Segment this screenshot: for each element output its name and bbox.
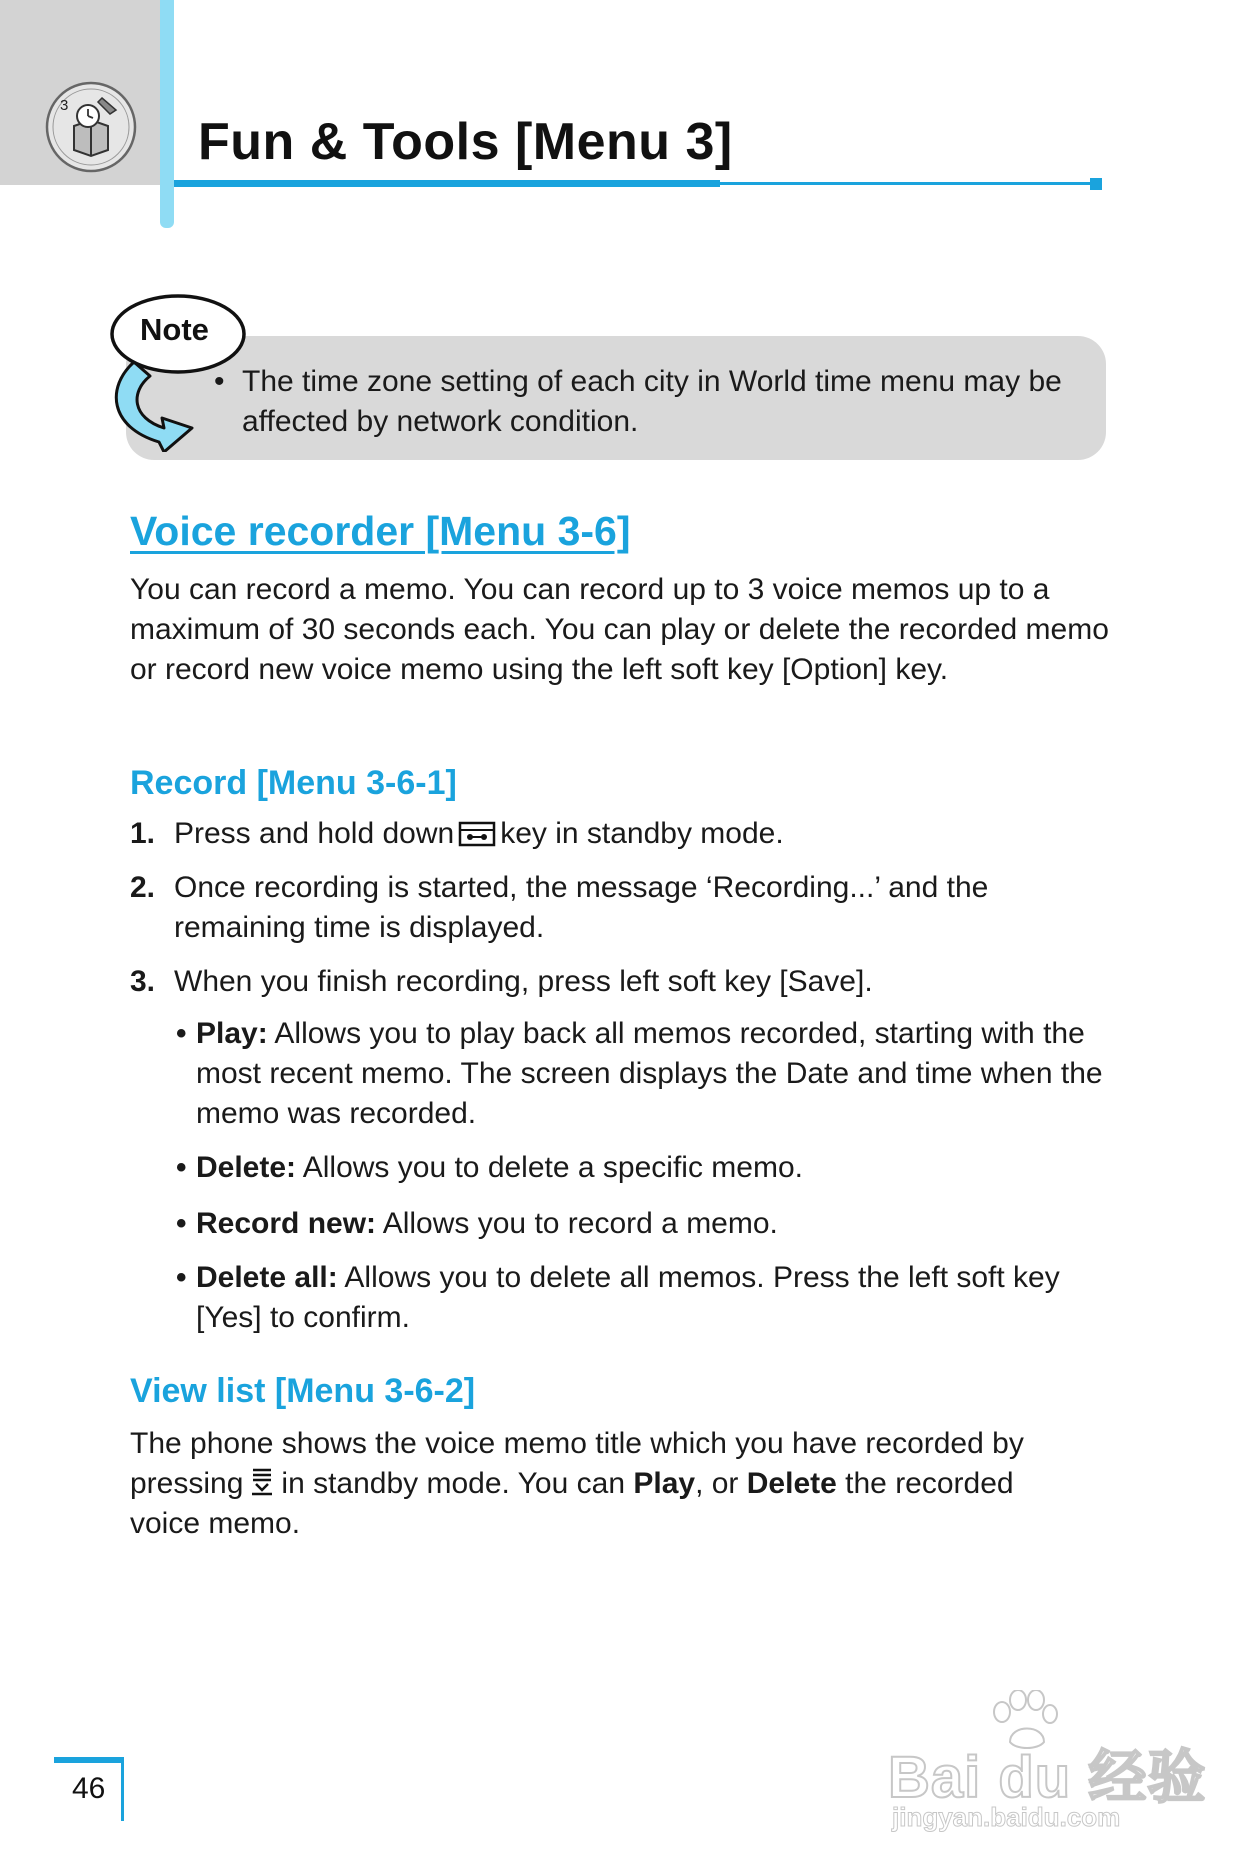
view-list-recorded: the recorded: [845, 1467, 1014, 1500]
view-list-delete: Delete: [746, 1467, 837, 1500]
option-bullet: •: [176, 1151, 187, 1184]
title-rule: [174, 180, 720, 187]
view-list-pressing: pressing: [130, 1467, 244, 1500]
option-desc: Allows you to delete all memos. Press the left soft key [Yes] to confirm.: [196, 1261, 1060, 1334]
watermark-main: Bai du 经验: [888, 1745, 1207, 1810]
note-text: [214, 362, 1072, 442]
view-list-body: [130, 1424, 1110, 1544]
section-intro: You can record a memo. You can record up to 3 voice memos up to a maximum of 30 seconds each. You can play or delete the recorded memo or record new voice memo using the left soft key [Option] key.: [130, 573, 1109, 686]
page-title: Fun & Tools [Menu 3]: [198, 113, 733, 171]
view-list-title: View list [Menu 3-6-2]: [130, 1372, 476, 1410]
view-list-standby: in standby mode. You can: [281, 1467, 625, 1500]
record-title: Record [Menu 3-6-1]: [130, 764, 457, 802]
view-list-line-1: The phone shows the voice memo title which you have recorded by: [130, 1427, 1024, 1460]
option-text: [196, 1148, 1116, 1188]
note-bullet: •: [214, 365, 225, 398]
step-text: Once recording is started, the message ‘Recording...’ and the remaining time is displayed.: [174, 871, 989, 944]
option-bullet: •: [176, 1207, 187, 1240]
option-text: [196, 1204, 1116, 1244]
page-vline: [121, 1763, 124, 1821]
chapter-number: 3: [60, 97, 69, 114]
view-list-play: Play: [633, 1467, 696, 1500]
option-bullet: •: [176, 1017, 187, 1050]
title-rule-thin: [720, 182, 1090, 185]
option-term: Delete:: [196, 1151, 297, 1184]
view-list-line-2: [130, 1464, 1110, 1504]
option-desc: Allows you to play back all memos recorded, starting with the most recent memo. The screen displays the Date and time when the memo was recorded.: [196, 1017, 1103, 1130]
step-number: 2.: [130, 871, 156, 904]
option-bullet: •: [176, 1261, 187, 1294]
option-text: [196, 1258, 1116, 1338]
step-text: [174, 814, 1110, 854]
option-desc: Allows you to record a memo.: [382, 1207, 778, 1240]
option-term: Record new:: [196, 1207, 377, 1240]
watermark: [888, 1690, 1207, 1840]
title-rule-end: [1090, 178, 1102, 190]
page-rule: [54, 1757, 124, 1763]
view-list-line-3: voice memo.: [130, 1507, 301, 1540]
option-text: [196, 1014, 1116, 1134]
step-number: 1.: [130, 817, 156, 850]
corner-strip: [160, 0, 174, 228]
view-list-or: , or: [695, 1467, 739, 1500]
section-title: Voice recorder [Menu 3-6]: [130, 508, 631, 554]
step-number: 3.: [130, 965, 156, 998]
chapter-icon: [44, 80, 138, 174]
note-body: The time zone setting of each city in World time menu may be affected by network condition.: [242, 365, 1062, 438]
option-term: Delete all:: [196, 1261, 338, 1294]
option-term: Play:: [196, 1017, 268, 1050]
watermark-sub: jingyan.baidu.com: [892, 1802, 1121, 1832]
page-number: 46: [72, 1772, 106, 1805]
menu-down-key-icon: [247, 1467, 277, 1497]
step-text-after: key in standby mode.: [500, 817, 784, 850]
voice-record-key-icon: [458, 821, 496, 847]
note-label: Note: [140, 312, 209, 347]
step-text: When you finish recording, press left soft key [Save].: [174, 965, 873, 998]
option-desc: Allows you to delete a specific memo.: [302, 1151, 803, 1184]
step-text-before: Press and hold down: [174, 817, 455, 850]
